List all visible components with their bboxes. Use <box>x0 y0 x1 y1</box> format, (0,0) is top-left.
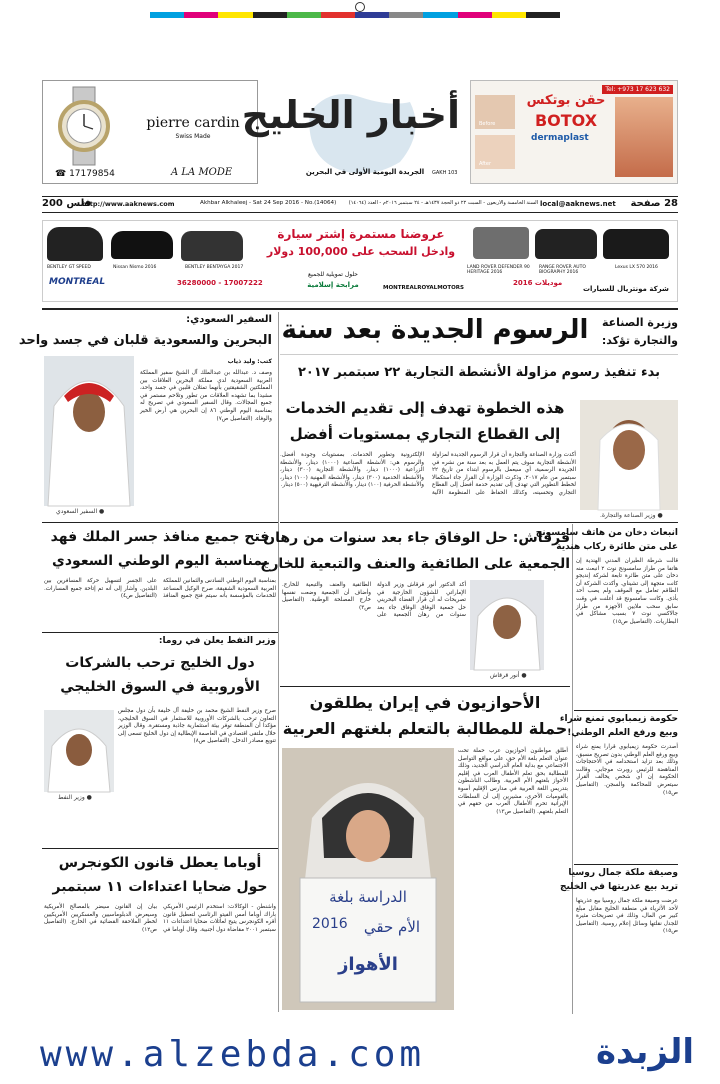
qatar-body: أكد الدكتور أنور قرقاش وزير الدولة الإماراتي للشؤون الخارجية في تصريحات له أن قرار القضاء البحريني حل جمعية الوفاق الوفاق جاء بعد سنوات من رهان الجمعية على الطائفية والعنف والتبعية للخارج. وأضاف أن الجمعية وضعت نفسها خارج المصلحة الوطنية. (التفاصيل ص٣) <box>282 582 466 619</box>
main-kicker: وزيرة الصناعة والتجارة تؤكد: <box>601 316 678 347</box>
issue-info-ar: السنة الخامسة والاربعون - السبت ٢٢ ذو الحجة ١٤٣٧هـ - ٢٤ سبتمبر ٢٠١٦م - العدد (١٤٠٦٤) <box>348 200 538 206</box>
car-label-3: BENTLEY BENTAYGA 2017 <box>185 265 244 270</box>
botox-title-ar: حقن بوتكس <box>526 93 606 108</box>
email: local@aaknews.net <box>540 200 616 208</box>
cars-phone: 36280000 - 17007222 <box>177 279 263 287</box>
samsung-headline-1: انبعاث دخان من هاتف سامسونج <box>535 528 678 538</box>
botox-brand: dermaplast <box>531 133 589 143</box>
oil-headline-2: الأوروبية في السوق الخليجي <box>60 679 260 695</box>
zimbabwe-headline-1: حكومة زيمبابوي تمنع شراء <box>559 714 678 724</box>
qatar-headline-2: الجمعية على الطائفية والعنف والتبعية للخارج <box>260 556 570 572</box>
issue-info: Akhbar Alkhaleej - Sat 24 Sep 2016 - No.(14064) <box>200 200 337 206</box>
main-deck-1: هذه الخطوة تهدف إلى تقديم الخدمات <box>285 399 565 417</box>
watch-brand: pierre cardin <box>146 115 240 131</box>
qatar-headline-1 <box>263 526 570 550</box>
main-caption: ● وزير الصناعة والتجارة. <box>600 512 663 519</box>
ahwaz-body: أطلق مواطنون أحوازيون عرب حملة تحت عنوان التعلم بلغة الأم حق، على مواقع التواصل الاجتماعي مع بداية العام الدراسي الجديد، وذلك للمطالبة بحق تعلم الأطفال العرب في إقليم الأحواز بلغتهم الأم العربية. وطالب الناشطون بتدريس اللغة العربية في مدارس الإقليم أسوة بالقوميات الأخرى، مشيرين إلى أن السلطات الإيرانية تحرم الأطفال العرب من حقهم في التعلم بلغتهم. (التفاصيل ص١٣) <box>458 748 568 815</box>
cars-year: موديلات 2016 <box>513 279 563 287</box>
main-subheadline: بدء تنفيذ رسوم مزاولة الأنشطة التجارية ٢٢ سبتمبر ٢٠١٧ <box>297 365 661 380</box>
header-rule-bottom <box>42 212 678 213</box>
botox-ad <box>470 80 678 184</box>
qatar-headline-text: حل الوفاق جاء بعد سنوات من رهان <box>263 530 508 546</box>
botox-building-photo <box>615 97 673 177</box>
samsung-body: قالت شرطة الطيران المدني الهندية إن هاتفا من طراز سامسونج نوت ٢ انبعث منه دخان على متن طائرة تابعة لشركة إنديجو كانت متجهة إلى تشيناي. وأكدت الشركة أن الطاقم تعامل مع الموقف ولم يصب أحد بأذى. وكانت سامسونج قد أعلنت في وقت سابق سحب ملايين الأجهزة من طراز جالاكسي نوت ٧ بسبب مشاكل في البطاريات. (التفاصيل ص١٥) <box>576 558 678 625</box>
botox-after-label: After <box>479 161 492 167</box>
saudi-kicker: السفير السعودي: <box>186 314 272 325</box>
car-label-6: Lexus LX 570 2016 <box>615 265 658 270</box>
car-bentley-bentayga <box>181 231 243 261</box>
masthead-tagline: الجريدة اليومية الأولى في البحرين <box>305 168 425 176</box>
obama-headline-2: حول ضحايا اعتداءات ١١ سبتمبر <box>52 879 268 895</box>
col-rule-left <box>278 312 279 1012</box>
qatar-kicker: قرقاش: <box>512 530 570 546</box>
registration-mark <box>355 2 365 12</box>
website[interactable]: http://www.aaknews.com <box>82 200 175 208</box>
rule-6 <box>574 710 678 711</box>
main-headline: الرسوم الجديدة بعد سنة <box>281 315 589 345</box>
rule-4 <box>280 522 678 523</box>
oil-body: صرح وزير النفط الشيخ محمد بن خليفة آل خليفة بأن دول مجلس التعاون ترحب بالشركات الأوروبية للاستثمار في السوق الخليجي، مؤكدا أن المنطقة توفر بيئة استثمارية جاذبة ومستقرة. وقال الوزير خلال ملتقى اقتصادي في العاصمة الإيطالية إن دول الخليج تسعى إلى تنويع مصادر الدخل. (التفاصيل ص٨) <box>118 708 276 745</box>
oil-kicker: وزير النفط يعلن في روما: <box>158 636 276 646</box>
ahwaz-headline-2: حملة للمطالبة بالتعلم بلغتهم العربية <box>282 719 568 738</box>
zimbabwe-body: أصدرت حكومة زيمبابوي قرارا يمنع شراء وبيع ورفع العلم الوطني بدون تصريح مسبق، وذلك بعد تزايد استخدامه في الاحتجاجات المناهضة للرئيس روبرت موجابي. وقالت الحكومة إن أي شخص يخالف القرار سيتعرض للمحاكمة والسجن. (التفاصيل ص١٥) <box>576 744 678 796</box>
obama-headline-1: أوباما يعطل قانون الكونجرس <box>58 855 262 871</box>
footer-banner <box>0 1032 720 1084</box>
montreal-logo: MONTREAL <box>49 277 106 287</box>
car-bentley-gt <box>47 227 103 261</box>
oil-headline-1: دول الخليج ترحب بالشركات <box>65 655 255 671</box>
main-body: أكدت وزارة الصناعة والتجارة أن قرار الرسوم الجديدة لمزاولة الأنشطة التجارية سوف يتم العمل به بعد سنة من نشره في الجريدة الرسمية، أي سيعمل بالرسوم ابتداء من تاريخ ٢٢ سبتمبر من عام ٢٠١٧. وذكرت الوزارة أن القرار جاء استكمالا لخطط التطوير التي تهدف إلى تقديم خدمة أفضل إلى القطاع التجاري وتحسينه، وكذلك الحفاظ على المنظومة الآلية الإلكترونية وتطوير الخدمات. بمستويات وجودة أفضل. والرسوم هي: الأنشطة الصناعية (١٠٠٠) دينار، والأنشطة الزراعية (١٠٠٠) دينار، والأنشطة التجارية (٣٠٠) دينار، والأنشطة الخدمية (٣٠٠) دينار، والأنشطة المهنية (١٠٠) دينار، والأنشطة الحرفية (١٠٠) دينار، والأنشطة الترفيهية (٥٠٠) دينار. <box>280 452 576 496</box>
masthead-title: أخبار الخليج <box>241 93 460 137</box>
sign-line-2: الأم حقي <box>363 918 421 936</box>
rule-2 <box>42 632 278 633</box>
russia-headline-2: تريد بيع عذريتها في الخليج <box>560 882 678 892</box>
sign-year: 2016 <box>312 916 348 932</box>
russia-headline-1: وصيفة ملكة جمال روسيا <box>568 868 678 878</box>
qatar-caption: ● أنور قرقاش <box>490 672 527 679</box>
footer-logo: الزبدة <box>595 1032 695 1072</box>
obama-body: واشنطن - الوكالات: استخدم الرئيس الأمريكي باراك أوباما أمس الفيتو الرئاسي لتعطيل قانون أقره الكونجرس يتيح لعائلات ضحايا اعتداءات ١١ سبتمبر ٢٠٠١ مقاضاة دول أجنبية. وقال أوباما في بيان إن القانون سيضر بالمصالح الأمريكية وسيعرض الدبلوماسيين والعسكريين الأمريكيين لخطر الملاحقة القضائية في الخارج. (التفاصيل ص١٢) <box>44 904 276 933</box>
rule-5 <box>280 686 570 687</box>
cars-headline-2: وادخل السحب على 100,000 دولار <box>266 245 456 258</box>
watch-sub: Swiss Made <box>175 133 211 140</box>
page-number: 28 صفحة <box>630 198 678 209</box>
sign-line-3: الأهواز <box>338 954 398 975</box>
header-rule-top <box>42 196 678 197</box>
saudi-caption: ● السفير السعودي <box>56 508 105 515</box>
rule-3 <box>42 848 278 849</box>
car-defender <box>473 227 529 259</box>
bridge-body: بمناسبة اليوم الوطني السادس والثمانين للمملكة العربية السعودية الشقيقة، صرح الوكيل المساعد للخدمات بالمؤسسة بأنه سيتم فتح جميع المنافذ على الجسر لتسهيل حركة المسافرين بين البلدين. وأشار إلى أنه تم إتاحة جميع المسارات. (التفاصيل ص٤) <box>44 578 276 600</box>
oil-photo <box>44 710 114 792</box>
montreal-logo-ar: شركة مونتريال للسيارات <box>583 285 669 293</box>
cars-finance-2: مرابحة إسلامية <box>307 281 359 289</box>
color-bar <box>150 12 560 18</box>
rule-7 <box>574 864 678 865</box>
ahwaz-headline-1: الأحوازيون في إيران يطلقون <box>309 693 541 712</box>
car-range-rover <box>535 229 597 259</box>
cars-ad <box>42 220 678 302</box>
cars-headline-1: عروضنا مستمرة إشتر سيارة <box>277 227 445 241</box>
botox-before-label: Before <box>479 121 496 127</box>
rule-1 <box>42 522 278 523</box>
sign-line-1: الدراسة بلغة <box>329 888 407 906</box>
saudi-headline: البحرين والسعودية قلبان في جسد واحد <box>18 333 272 348</box>
saudi-photo <box>44 356 134 506</box>
cars-website: MONTREALROYALMOTORS <box>383 285 464 291</box>
russia-body: عرضت وصيفة ملكة جمال روسيا بيع عذريتها لأحد الأثرياء في منطقة الخليج مقابل مبلغ كبير من المال، وذلك في تصريحات مثيرة للجدل نقلتها وسائل إعلام روسية. (التفاصيل ص١٥) <box>576 898 678 935</box>
car-label-1: BENTLEY GT SPEED <box>47 265 91 270</box>
samsung-headline-2: على متن طائرة ركاب هندية <box>556 542 678 552</box>
saudi-byline: كتب: وليد ذياب <box>227 358 272 365</box>
zimbabwe-headline-2: وبيع ورفع العلم الوطني! <box>567 728 678 738</box>
oil-caption: ● وزير النفط <box>58 794 92 801</box>
watch-ad <box>42 80 258 184</box>
watch-image <box>49 87 119 165</box>
car-nissan <box>111 231 173 259</box>
price: 200 فلس <box>42 198 92 209</box>
ahwaz-photo <box>282 748 454 1010</box>
watch-phone: ☎ 17179854 <box>55 169 115 179</box>
qatar-photo <box>470 580 544 670</box>
cars-finance: حلول تمويلية للجميع <box>307 271 359 278</box>
car-lexus <box>603 229 669 259</box>
bridge-headline-1: فتح جميع منافذ جسر الملك فهد <box>50 529 270 545</box>
watch-store: A LA MODE <box>171 167 233 178</box>
masthead-code: GAKH 103 <box>432 170 458 176</box>
main-deck-2: إلى القطاع التجاري بمستويات أفضل <box>289 425 561 443</box>
car-label-2: Nissan Nismo 2016 <box>113 265 157 270</box>
botox-title-en: BOTOX <box>534 111 598 130</box>
saudi-body: وصف د. عبدالله بن عبدالملك آل الشيخ سفير المملكة العربية السعودية لدى مملكة البحرين العلاقات بين المملكتين الشقيقتين بأنهما تمثلان قلبين في جسد واحد، مشيدا بما تشهده العلاقات من تطور وتلاحم مستمر في جميع المجالات. وقال السفير السعودي في تصريح له بمناسبة اليوم الوطني ٨٦ إن البحرين هي أرض الخير والوفاء. (التفاصيل ص٧) <box>140 370 272 422</box>
botox-phone: Tel: +973 17 623 632 <box>602 85 673 94</box>
footer-website[interactable]: www.alzebda.com <box>40 1034 426 1075</box>
bridge-headline-2: بمناسبة اليوم الوطني السعودي <box>52 553 268 569</box>
main-sub-rule <box>280 354 678 355</box>
car-label-5: RANGE ROVER AUTO BIOGRAPHY 2016 <box>539 265 586 275</box>
car-label-4: LAND ROVER DEFENDER 90 HERITAGE 2016 <box>467 265 530 275</box>
main-photo <box>580 400 678 510</box>
col-rule-right <box>572 524 573 1014</box>
